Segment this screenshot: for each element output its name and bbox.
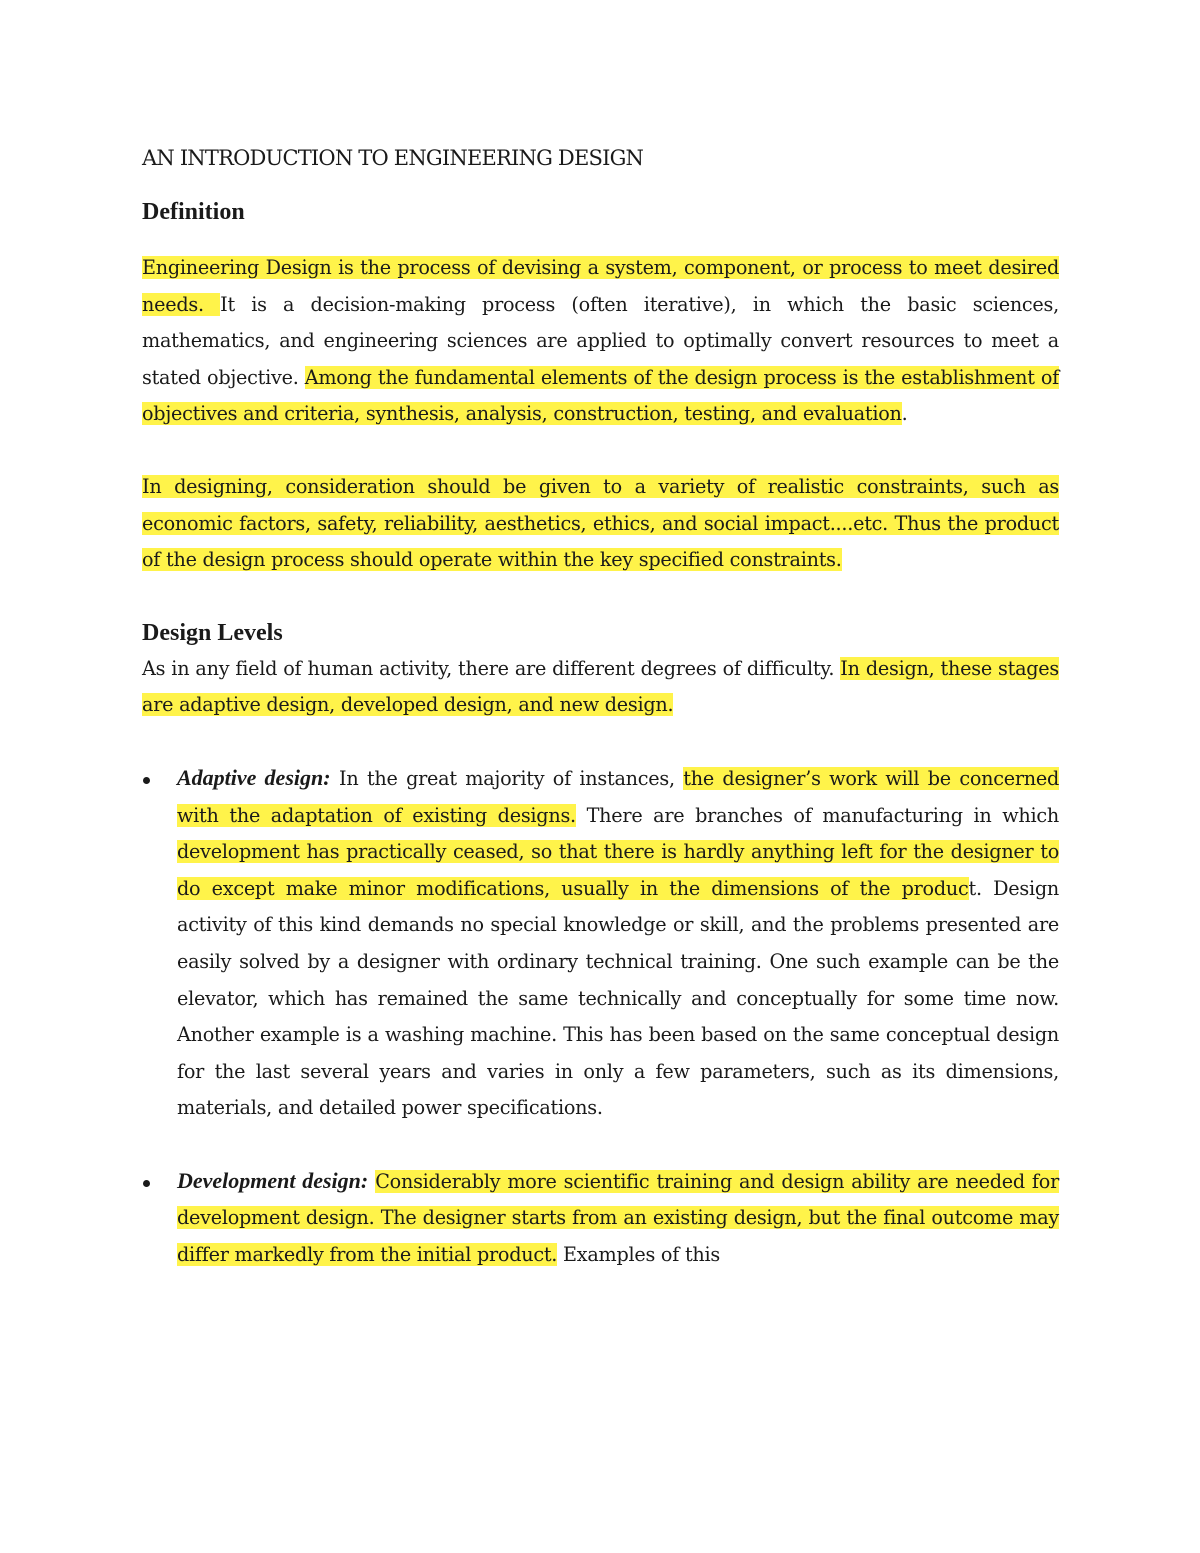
design-levels-intro (142, 651, 1059, 724)
bullet-icon (143, 777, 150, 784)
body-text: t. Design activity of this kind demands no special knowledge or skill, and the problems presented are easily solved by a designer with ordinary technical training. One such example can be the elevator, which has remained the same technically and conceptually for some time now. Another example is a washing machine. This has been based on the same conceptual design for the last several years and varies in only a few parameters, such as its dimensions, materials, and detailed power specifications. (177, 876, 1059, 1120)
highlighted-text: Among the fundamental elements of the design process is the establishment of objectives and criteria, synthesis, analysis, construction, testing, and evaluation (142, 365, 1059, 426)
body-text: As in any field of human activity, there are different degrees of difficulty. (142, 656, 841, 680)
body-text: It is a decision-making process (often iterative), in which the basic sciences, mathematics, and engineering sciences are applied to optimally convert resources to meet a stated objective. (142, 292, 1059, 389)
list-item-adaptive-design (142, 760, 1059, 1127)
constraints-paragraph (142, 469, 1059, 579)
bullet-icon (143, 1180, 150, 1187)
document-title: AN INTRODUCTION TO ENGINEERING DESIGN (142, 146, 644, 170)
adaptive-design-paragraph (177, 760, 1059, 1127)
design-levels-list (142, 760, 1059, 1274)
highlighted-text: the designer’s work will be concerned with the adaptation of existing designs. (177, 766, 1059, 827)
term-label: Adaptive design: (177, 764, 331, 790)
highlighted-text: Engineering Design is the process of devising a system, component, or process to meet desired needs. (142, 256, 1059, 316)
definition-paragraph (142, 250, 1059, 433)
highlighted-text: development has practically ceased, so that there is hardly anything left for the designer to do except make minor modifications, usually in the dimensions of the produc (177, 840, 1059, 900)
definition-heading: Definition (142, 199, 245, 225)
term-label: Development design: (177, 1167, 369, 1193)
document-page (142, 140, 1059, 1274)
design-levels-heading: Design Levels (142, 619, 283, 646)
highlighted-text: In designing, consideration should be given to a variety of realistic constraints, such as economic factors, safety, reliability, aesthetics, ethics, and social impact....etc. Thus the product of the design process should operate within the key specified constraints. (142, 474, 1059, 572)
highlighted-text: Considerably more scientific training and design ability are needed for development design. The designer starts from an existing design, but the final outcome may differ markedly from the initial product. (177, 1169, 1059, 1267)
highlighted-text: In design, these stages are adaptive design, developed design, and new design. (142, 656, 1060, 717)
development-design-paragraph (177, 1163, 1059, 1274)
body-text: . (901, 402, 908, 426)
list-item-development-design (142, 1163, 1059, 1274)
body-text: Examples of this (557, 1243, 720, 1267)
body-text: There are branches of manufacturing in which (575, 803, 1059, 827)
body-text: In the great majority of instances, (330, 766, 684, 790)
